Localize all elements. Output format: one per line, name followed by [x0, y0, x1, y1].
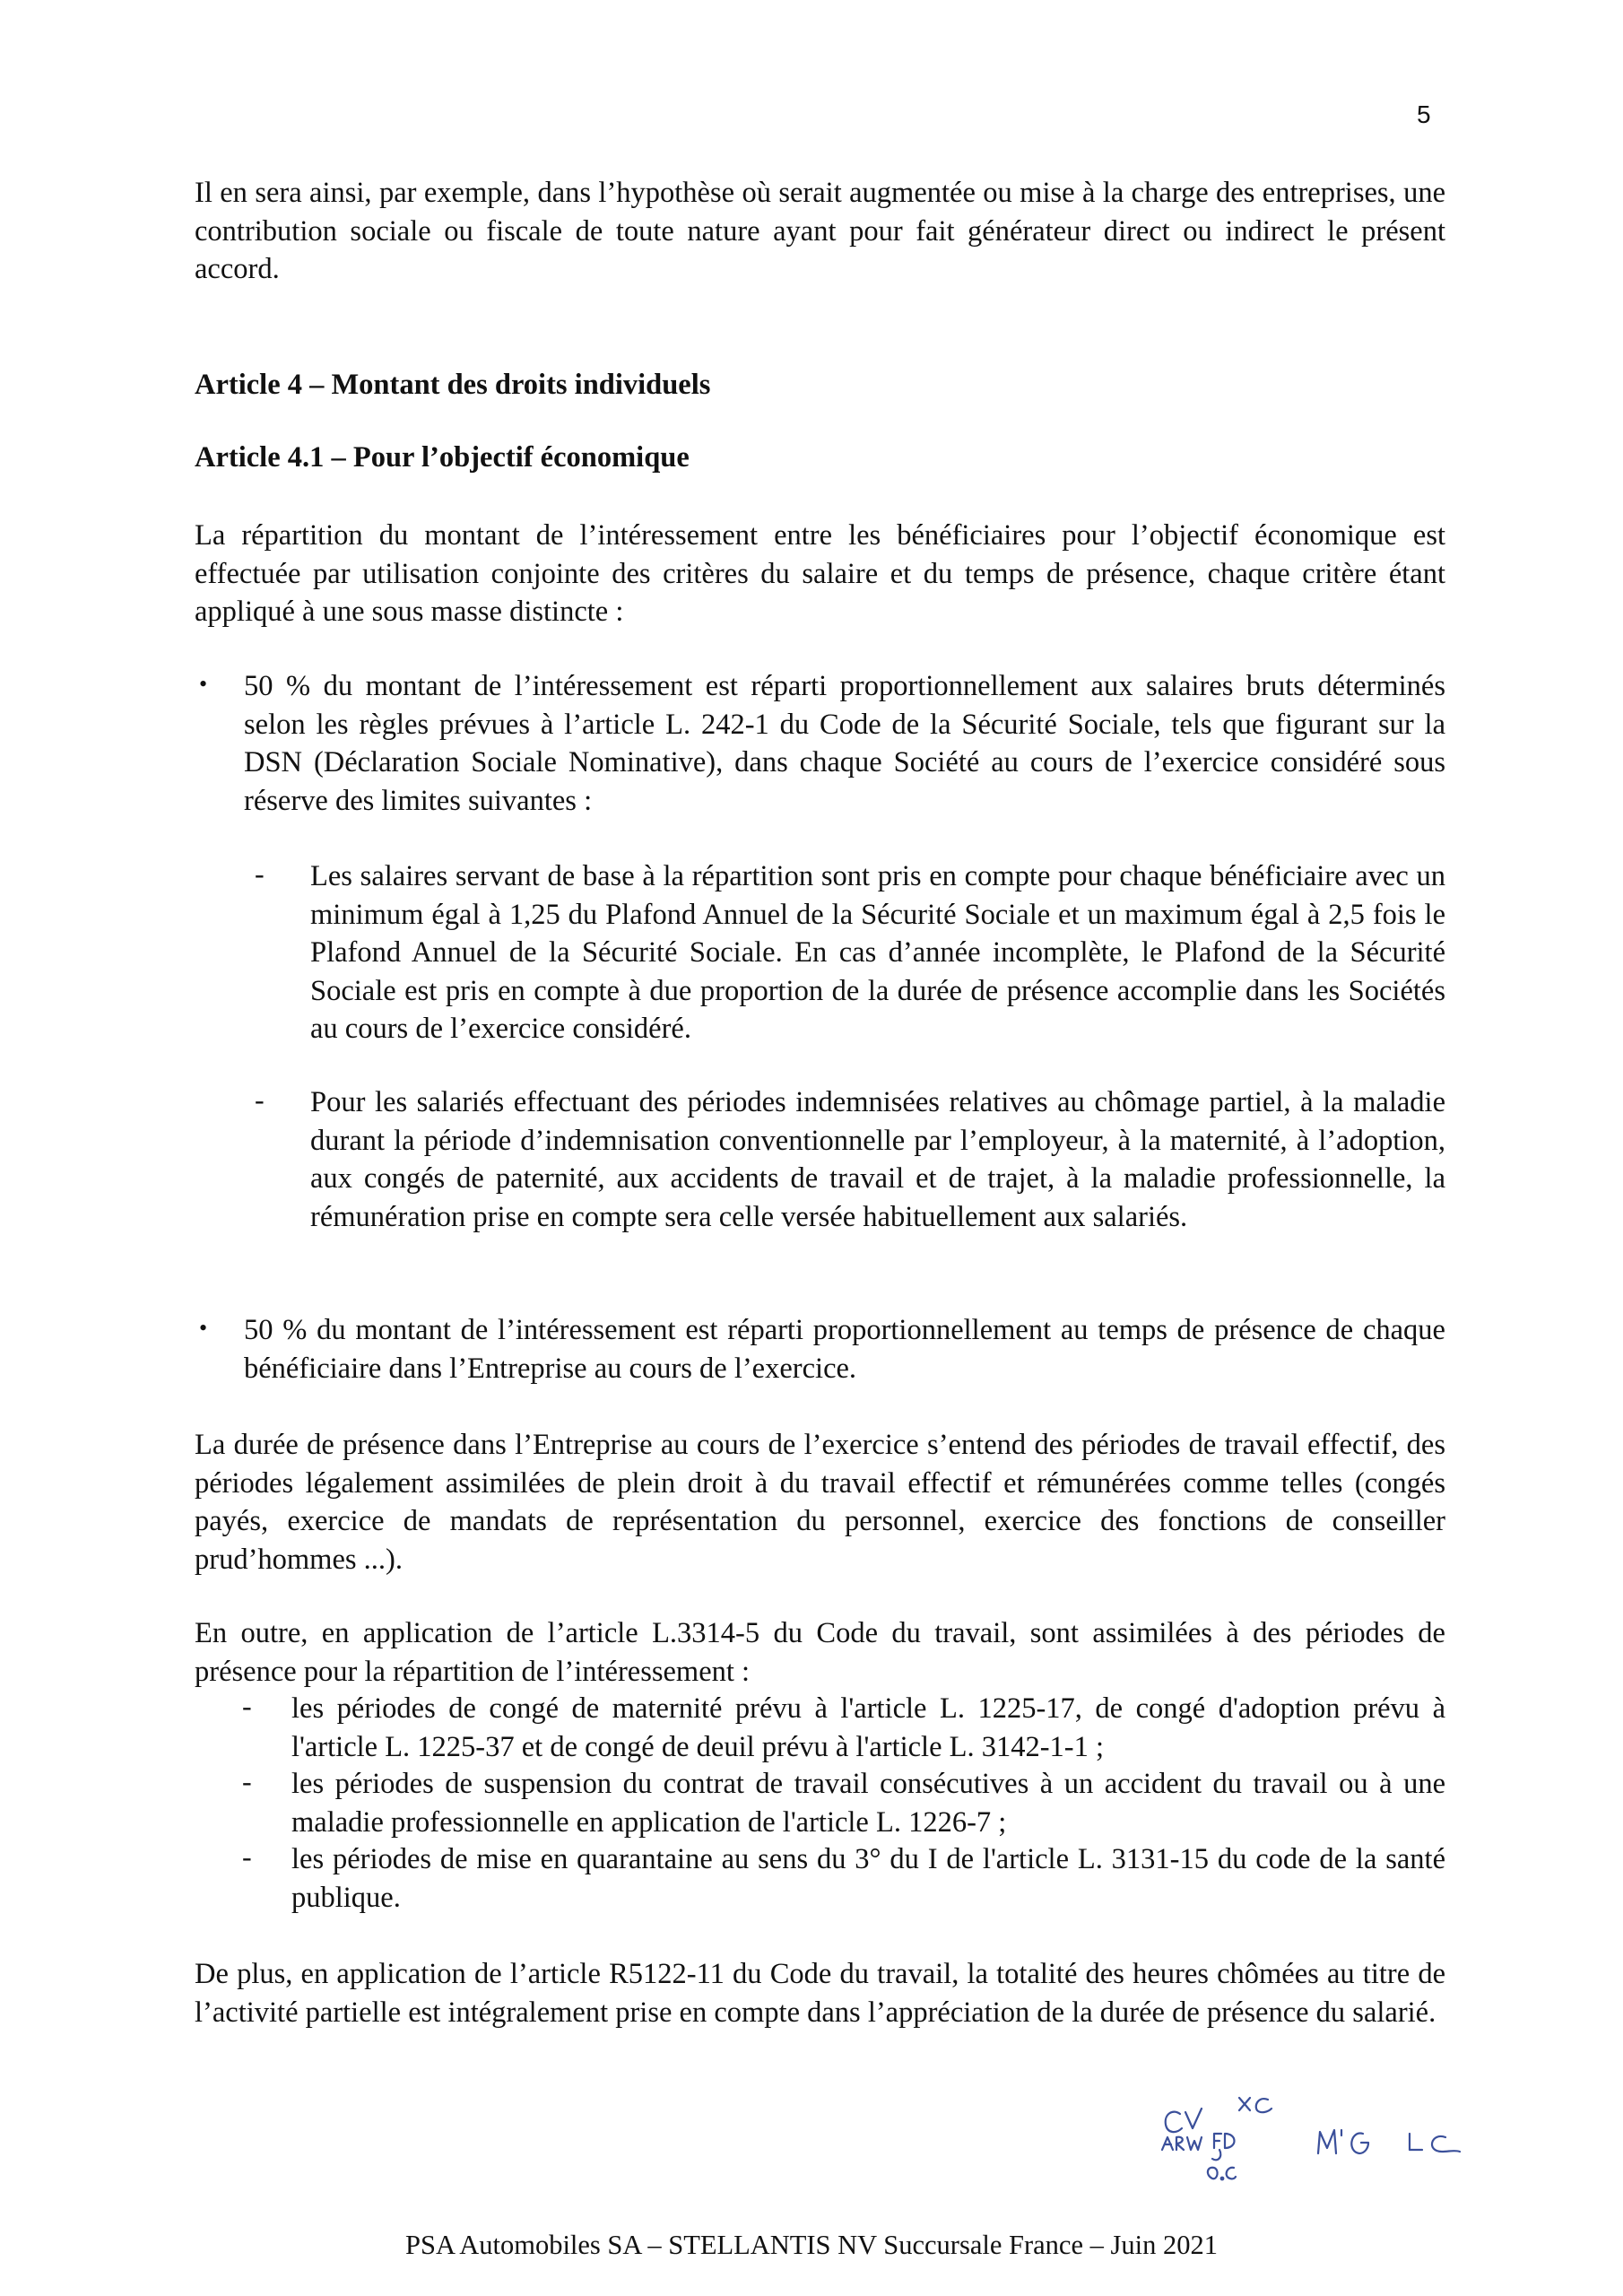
paragraph-repartition: La répartition du montant de l’intéressement entre les bénéficiaires pour l’objectif économique est effectuée par utilisation conjointe des critères du salaire et du temps de présence, chaque critère étant appliqué à une sous masse distincte :	[195, 519, 1445, 628]
paragraph-duree: La durée de présence dans l’Entreprise au cours de l’exercice s’entend des périodes de travail effectif, des périodes légalement assimilées de plein droit à du travail effectif et rémunérées comme telles (congés payés, exercice de mandats de représentation du personnel, exercice des fonctions de conseiller prud’hommes ...).	[195, 1429, 1445, 1576]
sub-item-periodes-indemnisees: Pour les salariés effectuant des périodes indemnisées relatives au chômage partiel, à la maladie durant la période d’indemnisation conventionnelle par l’employeur, à la maternité, à l’adoption, aux congés de paternité, aux accidents de travail et de trajet, à la maladie professionnelle, la rémunération prise en compte sera celle versée habituellement aux salariés.	[310, 1086, 1445, 1233]
bullet-temps-presence: 50 % du montant de l’intéressement est réparti proportionnellement au temps de présence de chaque bénéficiaire dans l’Entreprise au cours de l’exercice.	[244, 1314, 1445, 1385]
bullet-glyph: •	[199, 1315, 208, 1341]
bullet-glyph: •	[199, 671, 208, 697]
bullet-salaire: 50 % du montant de l’intéressement est réparti proportionnellement aux salaires bruts déterminés selon les règles prévues à l’article L. 242-1 du Code de la Sécurité Sociale, tels que figurant sur la DSN (Déclaration Sociale Nominative), dans chaque Société au cours de l’exercice considéré sous réserve des limites suivantes :	[244, 670, 1445, 817]
sub-item-plafond: Les salaires servant de base à la répartition sont pris en compte pour chaque bénéficiaire avec un minimum égal à 1,25 du Plafond Annuel de la Sécurité Sociale et un maximum égal à 2,5 fois le Plafond Annuel de la Sécurité Sociale. En cas d’année incomplète, le Plafond de la Sécurité Sociale est pris en compte à due proportion de la durée de présence accomplie dans les Sociétés au cours de l’exercice considéré.	[310, 860, 1445, 1045]
dash-glyph: -	[242, 1690, 252, 1722]
page-number: 5	[1417, 100, 1431, 128]
handwritten-initials-signature	[1157, 2094, 1480, 2193]
paragraph-de-plus: De plus, en application de l’article R5122-11 du Code du travail, la totalité des heures chômées au titre de l’activité partielle est intégralement prise en compte dans l’appréciation de la durée de présence du salarié.	[195, 1958, 1445, 2029]
dash-glyph: -	[242, 1840, 252, 1873]
dash-glyph: -	[242, 1765, 252, 1797]
paragraph-en-outre: En outre, en application de l’article L.3314-5 du Code du travail, sont assimilées à des périodes de présence pour la répartition de l’intéressement :	[195, 1617, 1445, 1688]
list-item-conge-maternite: les périodes de congé de maternité prévu à l'article L. 1225-17, de congé d'adoption prévu à l'article L. 1225-37 et de congé de deuil prévu à l'article L. 3142-1-1 ;	[291, 1692, 1445, 1763]
paragraph-intro: Il en sera ainsi, par exemple, dans l’hypothèse où serait augmentée ou mise à la charge des entreprises, une contribution sociale ou fiscale de toute nature ayant pour fait générateur direct ou indirect le présent accord.	[195, 177, 1445, 285]
heading-article-4-1: Article 4.1 – Pour l’objectif économique	[195, 441, 690, 474]
page-footer: PSA Automobiles SA – STELLANTIS NV Succursale France – Juin 2021	[405, 2230, 1218, 2260]
heading-article-4: Article 4 – Montant des droits individuels	[195, 369, 711, 401]
list-item-suspension-contrat: les périodes de suspension du contrat de travail consécutives à un accident du travail ou à une maladie professionnelle en application de l'article L. 1226-7 ;	[291, 1768, 1445, 1839]
list-item-quarantaine: les périodes de mise en quarantaine au sens du 3° du I de l'article L. 3131-15 du code de la santé publique.	[291, 1843, 1445, 1914]
dash-glyph: -	[255, 857, 265, 890]
dash-glyph: -	[255, 1083, 265, 1116]
